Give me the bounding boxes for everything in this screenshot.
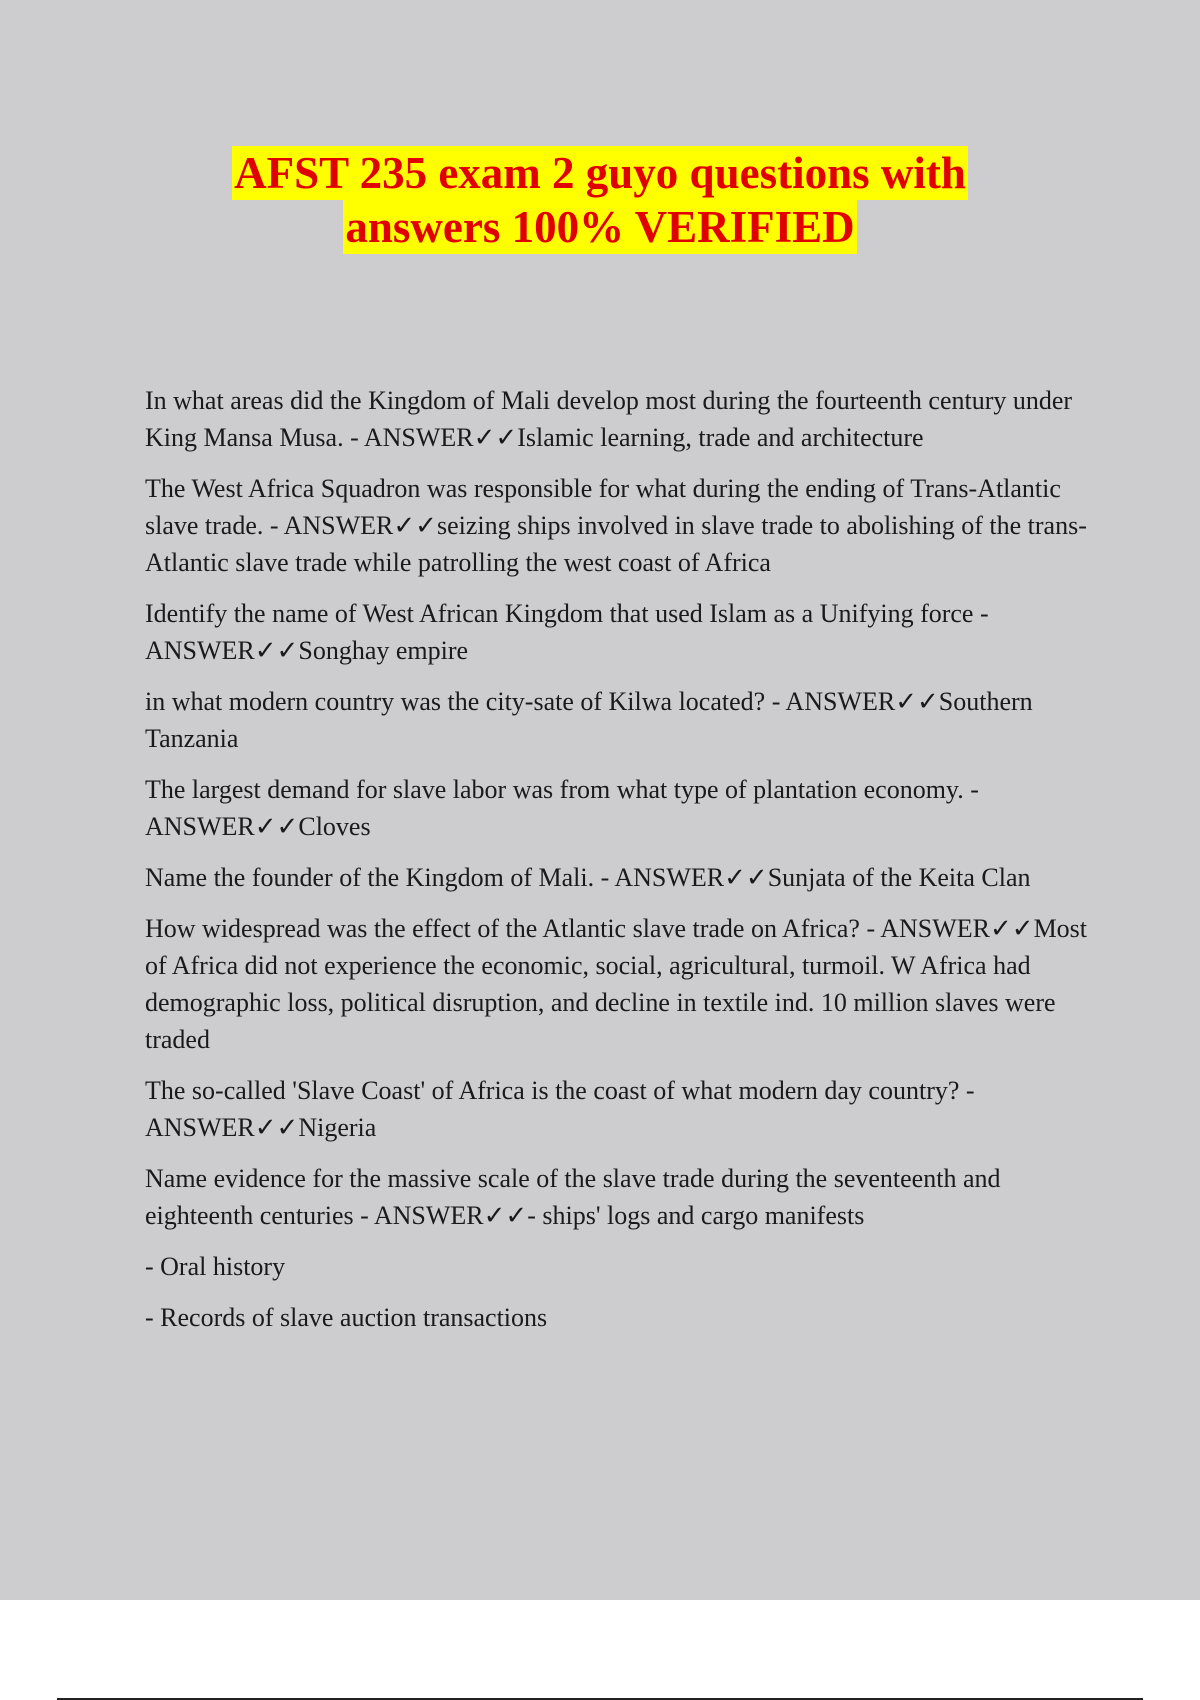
separator: - [859, 914, 881, 943]
answer-text: Cloves [298, 812, 371, 841]
answer-marker: ANSWER✓✓ [145, 812, 299, 841]
qa-item [145, 771, 1090, 845]
qa-item [145, 683, 1090, 757]
question-text: Name evidence for the massive scale of the slave trade during the seventeenth and eighteenth centuries [145, 1164, 1001, 1230]
qa-item [145, 910, 1090, 1058]
qa-item [145, 382, 1090, 456]
document-title [0, 146, 1200, 254]
separator: - [594, 863, 615, 892]
qa-item [145, 859, 1090, 896]
extra-line: - Oral history [145, 1252, 286, 1281]
answer-marker: ANSWER✓✓ [880, 914, 1034, 943]
extra-line: - Records of slave auction transactions [145, 1303, 548, 1332]
separator: - [963, 775, 979, 804]
separator: - [353, 1201, 374, 1230]
question-text: The largest demand for slave labor was from what type of plantation economy. [145, 775, 964, 804]
answer-marker: ANSWER✓✓ [145, 636, 299, 665]
answer-marker: ANSWER✓✓ [373, 1201, 528, 1230]
answer-marker: ANSWER✓✓ [785, 687, 939, 716]
title-line-1: AFST 235 exam 2 guyo questions with [234, 148, 966, 198]
qa-item [145, 1072, 1090, 1146]
answer-text: Islamic learning, trade and architecture [517, 423, 924, 452]
question-text: How widespread was the effect of the Atlantic slave trade on Africa? [145, 914, 860, 943]
answer-text: Nigeria [298, 1113, 377, 1142]
answer-marker: ANSWER✓✓ [283, 511, 437, 540]
qa-item [145, 470, 1090, 581]
qa-list [145, 382, 1090, 1350]
question-text: in what modern country was the city-sate of Kilwa located? [145, 687, 766, 716]
question-text: The West Africa Squadron was responsible for what during the ending of Trans-Atlantic slave trade. [145, 474, 1061, 540]
answer-text: Sunjata of the Keita Clan [767, 863, 1031, 892]
separator: - [959, 1076, 975, 1105]
answer-text: seizing ships involved in slave trade to abolishing of the trans-Atlantic slave trade while patrolling the west coast of Africa [145, 511, 1087, 577]
answer-text: Southern Tanzania [145, 687, 1033, 753]
separator: - [765, 687, 786, 716]
answer-marker: ANSWER✓✓ [145, 1113, 299, 1142]
separator: - [343, 423, 364, 452]
question-text: The so-called 'Slave Coast' of Africa is the coast of what modern day country? [145, 1076, 960, 1105]
page-footer-area [0, 1600, 1200, 1700]
answer-text: - ships' logs and cargo manifests [527, 1201, 865, 1230]
separator: - [263, 511, 284, 540]
qa-item [145, 595, 1090, 669]
answer-marker: ANSWER✓✓ [363, 423, 518, 452]
answer-marker: ANSWER✓✓ [614, 863, 768, 892]
answer-text: Songhay empire [298, 636, 469, 665]
separator: - [973, 599, 989, 628]
question-text: Identify the name of West African Kingdom that used Islam as a Unifying force [145, 599, 974, 628]
answer-text: Most of Africa did not experience the economic, social, agricultural, turmoil. W Africa had demographic loss, political disruption, and decline in textile ind. 10 million slaves were traded [145, 914, 1088, 1054]
question-text: In what areas did the Kingdom of Mali develop most during the fourteenth century under King Mansa Musa. [145, 386, 1073, 452]
title-line-2: answers 100% VERIFIED [345, 202, 855, 252]
qa-item [145, 1160, 1090, 1234]
question-text: Name the founder of the Kingdom of Mali. [145, 863, 595, 892]
